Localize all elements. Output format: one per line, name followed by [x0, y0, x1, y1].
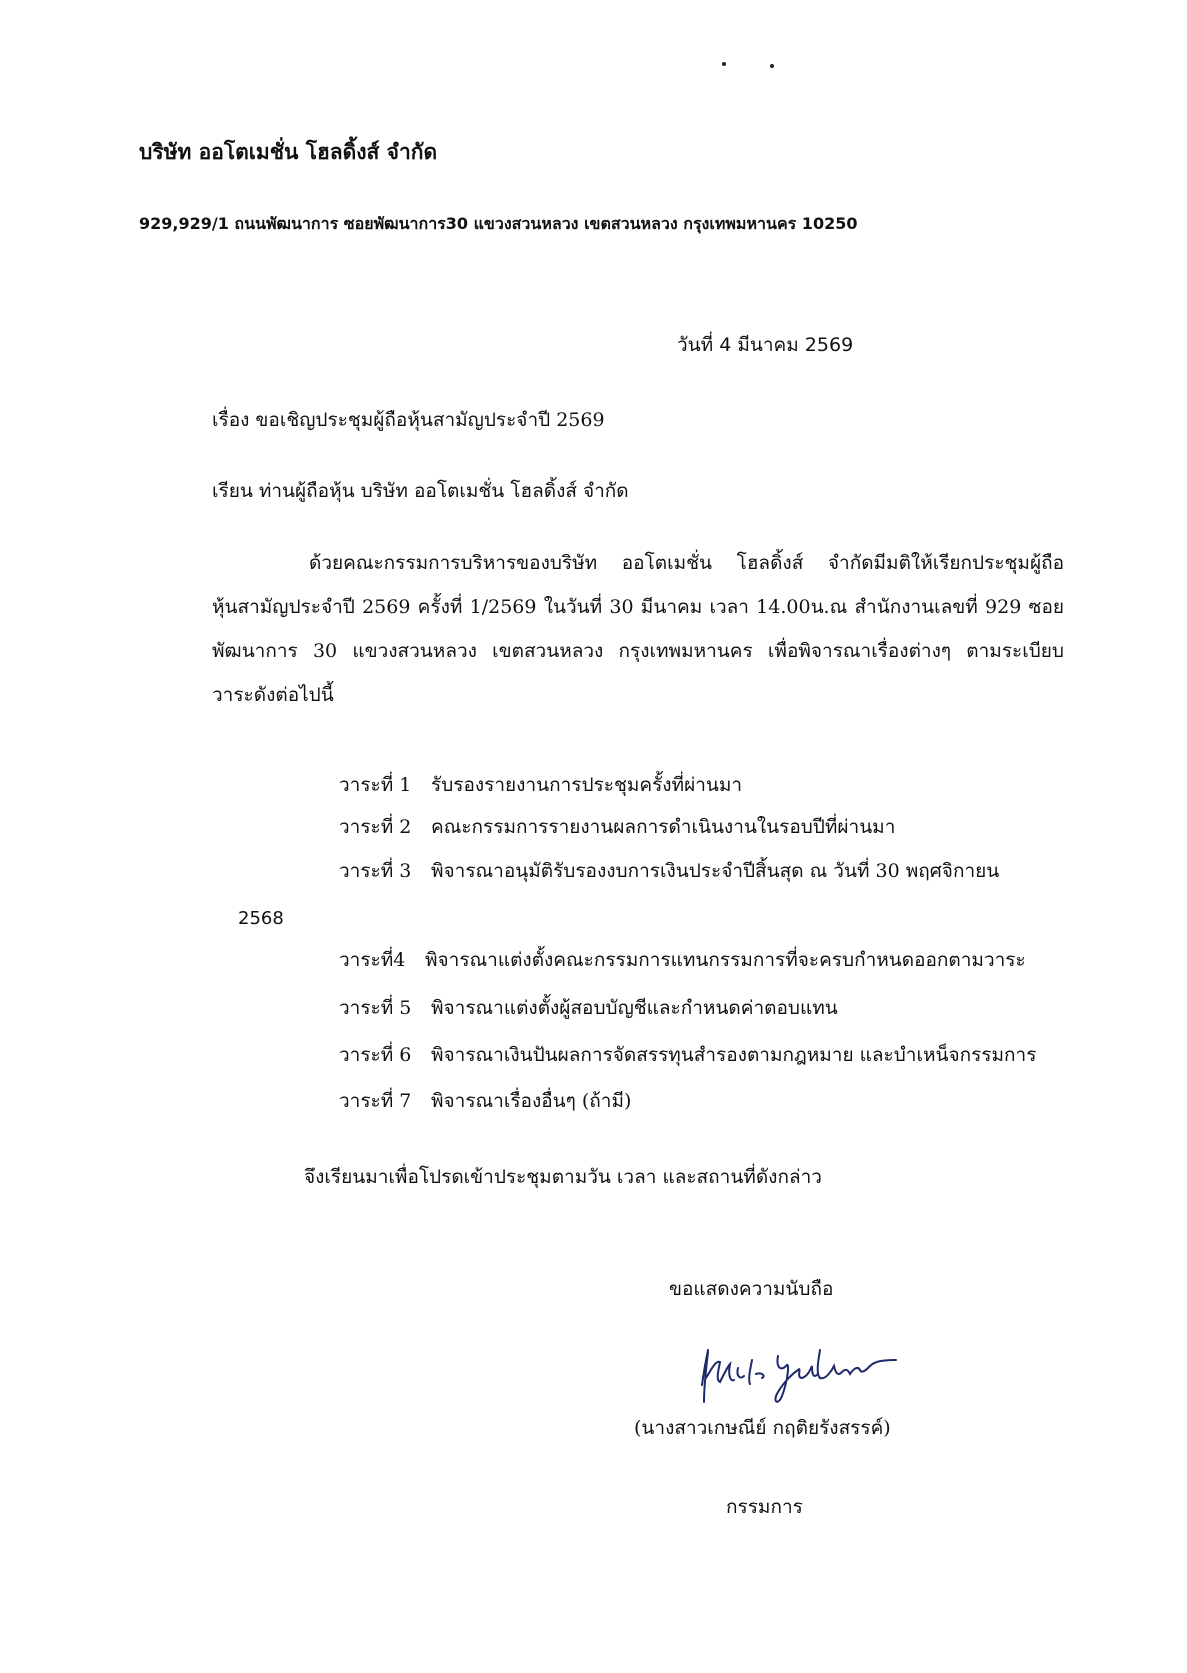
agenda-text: พิจารณาเรื่องอื่นๆ (ถ้ามี): [431, 1090, 632, 1112]
agenda-text: พิจารณาแต่งตั้งผู้สอบบัญชีและกำหนดค่าตอบแทน: [431, 997, 838, 1019]
letter-salutation: เรียน ท่านผู้ถือหุ้น บริษัท ออโตเมชั่น โฮลดิ้งส์ จำกัด: [212, 480, 629, 502]
agenda-item: [339, 1086, 631, 1116]
scan-speck: [770, 64, 774, 68]
body-line: พัฒนาการ 30 แขวงสวนหลวง เขตสวนหลวง กรุงเทพมหานคร เพื่อพิจารณาเรื่องต่างๆ ตามระเบียบ: [212, 640, 1064, 662]
agenda-number: วาระที่ 5: [339, 997, 412, 1019]
scan-speck: [722, 62, 726, 66]
agenda-3-continuation: 2568: [238, 908, 284, 929]
agenda-text: รับรองรายงานการประชุมครั้งที่ผ่านมา: [431, 774, 743, 796]
agenda-number: วาระที่ 2: [339, 816, 412, 838]
company-address: 929,929/1 ถนนพัฒนาการ ซอยพัฒนาการ30 แขวงสวนหลวง เขตสวนหลวง กรุงเทพมหานคร 10250: [139, 214, 858, 233]
agenda-number: วาระที่ 6: [339, 1044, 412, 1066]
letter-subject: เรื่อง ขอเชิญประชุมผู้ถือหุ้นสามัญประจำปี 2569: [212, 409, 605, 431]
handwritten-signature: [690, 1330, 910, 1410]
closing-sentence: จึงเรียนมาเพื่อโปรดเข้าประชุมตามวัน เวลา และสถานที่ดังกล่าว: [304, 1166, 822, 1188]
body-line: วาระดังต่อไปนี้: [212, 684, 334, 706]
body-paragraph: [212, 541, 1064, 717]
agenda-text: คณะกรรมการรายงานผลการดำเนินงานในรอบปีที่ผ่านมา: [431, 816, 896, 838]
agenda-item: [339, 993, 838, 1023]
agenda-item: [339, 1040, 1036, 1070]
signer-name: (นางสาวเกษณีย์ กฤติยรังสรรค์): [634, 1417, 891, 1439]
agenda-item: [339, 945, 1026, 975]
agenda-item: [339, 770, 742, 800]
agenda-item: [339, 812, 895, 842]
body-line: หุ้นสามัญประจำปี 2569 ครั้งที่ 1/2569 ในวันที่ 30 มีนาคม เวลา 14.00น.ณ สำนักงานเลขที่ 929 ซอย: [212, 596, 1064, 618]
agenda-number: วาระที่ 7: [339, 1090, 412, 1112]
company-name: บริษัท ออโตเมชั่น โฮลดิ้งส์ จำกัด: [139, 140, 438, 164]
agenda-number: วาระที่ 3: [339, 860, 412, 882]
agenda-number: วาระที่ 1: [339, 774, 412, 796]
letter-date: วันที่ 4 มีนาคม 2569: [677, 334, 854, 356]
agenda-number: วาระที่4: [339, 949, 406, 971]
agenda-text: พิจารณาอนุมัติรับรองงบการเงินประจำปีสิ้นสุด ณ วันที่ 30 พฤศจิกายน: [431, 860, 1000, 882]
agenda-item: [339, 856, 999, 886]
signer-position: กรรมการ: [726, 1496, 803, 1518]
agenda-text: พิจารณาเงินปันผลการจัดสรรทุนสำรองตามกฎหมาย และบำเหน็จกรรมการ: [431, 1044, 1037, 1066]
agenda-text: พิจารณาแต่งตั้งคณะกรรมการแทนกรรมการที่จะครบกำหนดออกตามวาระ: [425, 949, 1026, 971]
closing-regards: ขอแสดงความนับถือ: [669, 1278, 834, 1300]
body-line: ด้วยคณะกรรมการบริหารของบริษัท ออโตเมชั่น โฮลดิ้งส์ จำกัดมีมติให้เรียกประชุมผู้ถือ: [309, 552, 1064, 574]
